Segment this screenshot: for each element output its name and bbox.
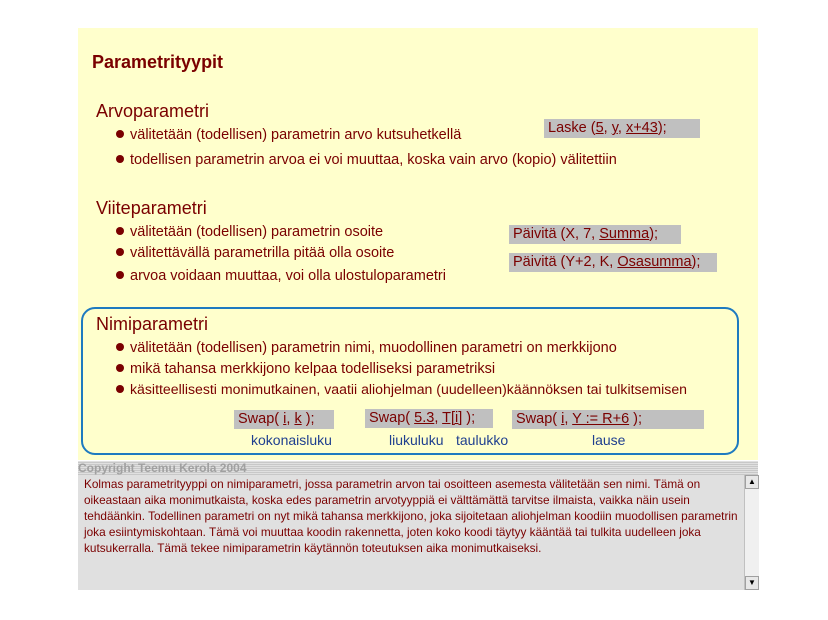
label-kokonaisluku: kokonaisluku bbox=[251, 432, 332, 448]
viite-heading: Viiteparametri bbox=[96, 198, 207, 218]
example-laske: Laske (5, y, x+43); bbox=[544, 119, 700, 138]
bullet-icon bbox=[116, 248, 124, 256]
bullet-icon bbox=[116, 130, 124, 138]
example-paivita-1: Päivitä (X, 7, Summa); bbox=[509, 225, 681, 244]
arvo-heading: Arvoparametri bbox=[96, 101, 210, 121]
example-swap-3: Swap( i, Y := R+6 ); bbox=[512, 410, 704, 429]
slide-title: Parametrityypit bbox=[92, 52, 224, 72]
label-liukuluku: liukuluku bbox=[389, 432, 444, 448]
notes-pane[interactable] bbox=[78, 475, 744, 590]
notes-text: Kolmas parametrityyppi on nimiparametri, jossa parametrin arvon tai osoitteen asemesta välitetään sen nimi. Tämä on oikeastaan aika monimutkaista, koska edes parametrin arvotyyppiä ei välttämättä tarvitse ilmaista, vaikka näin usein tehdäänkin. Todellinen parametri on nyt mikä tahansa merkkijono, joka sijoitetaan aliohjelman koodiin muodollisen parametrin joka esiintymiskohtaan. Tämä voi muuttaa koodin rakennetta, joten koko koodi täytyy kääntää tai tulkita uudelleen joka kutsukerralla. Tämä tekee nimiparametrin käytännön toteutuksen aika monimutkaiseksi. bbox=[84, 477, 738, 555]
viite-bullet-3: arvoa voidaan muuttaa, voi olla ulostuloparametri bbox=[116, 268, 446, 284]
bullet-icon bbox=[116, 155, 124, 163]
nimi-heading: Nimiparametri bbox=[96, 314, 209, 334]
example-swap-1: Swap( i, k ); bbox=[234, 410, 334, 429]
label-taulukko: taulukko bbox=[456, 432, 509, 448]
example-paivita-2: Päivitä (Y+2, K, Osasumma); bbox=[509, 253, 717, 272]
bullet-icon bbox=[116, 271, 124, 279]
scroll-down-icon[interactable]: ▼ bbox=[745, 576, 759, 590]
example-swap-2: Swap( 5.3, T[i] ); bbox=[365, 409, 493, 428]
copyright-text: Copyright Teemu Kerola 2004 bbox=[78, 461, 247, 475]
nimi-bullet-3: käsitteellisesti monimutkainen, vaatii aliohjelman (uudelleen)käännöksen tai tulkitsemisen bbox=[116, 381, 687, 397]
nimi-bullet-1: välitetään (todellisen) parametrin nimi, muodollinen parametri on merkkijono bbox=[116, 340, 617, 356]
copyright-bar bbox=[78, 461, 758, 475]
notes-scrollbar[interactable] bbox=[744, 475, 759, 590]
arvo-bullet-2: todellisen parametrin arvoa ei voi muuttaa, koska vain arvo (kopio) välitettiin bbox=[116, 152, 617, 168]
label-lause: lause bbox=[592, 432, 626, 448]
nimi-bullet-2: mikä tahansa merkkijono kelpaa todelliseksi parametriksi bbox=[116, 361, 495, 377]
viite-bullet-1: välitetään (todellisen) parametrin osoite bbox=[116, 224, 383, 240]
arvo-bullet-1: välitetään (todellisen) parametrin arvo kutsuhetkellä bbox=[116, 127, 461, 143]
bullet-icon bbox=[116, 227, 124, 235]
viite-bullet-2: välitettävällä parametrilla pitää olla osoite bbox=[116, 245, 394, 261]
scroll-up-icon[interactable]: ▲ bbox=[745, 475, 759, 489]
nimiparametri-highlight-frame bbox=[81, 307, 739, 455]
